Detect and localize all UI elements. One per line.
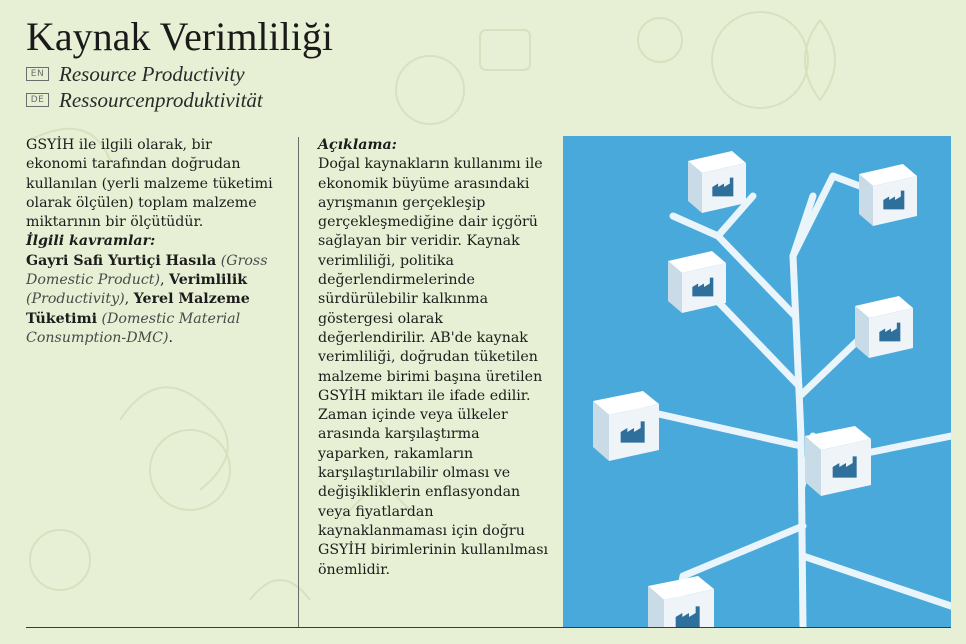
explanation-text: Doğal kaynakların kullanımı ile ekonomik büyüme arasındaki ayrışmanın gerçekleşip gerçekleşmediğine dair içgörü sağlayan bir veridir. Kaynak verimliliği, politika değerlendirmelerinde sürdürülebilir kalkınma göstergesi olarak değerlendirilir. AB'de kaynak verimliliği, doğrudan tüketilen malzeme birimi başına üretilen GSYİH miktarı ile ifade edilir. Zaman içinde veya ülkeler arasında karşılaştırma yaparken, rakamların karşılaştırılabilir olması ve değişikliklerin enflasyondan veya fiyatlardan kaynaklanmaması için doğru GSYİH birimlerinin kullanılması önemlidir. bbox=[318, 156, 549, 578]
related-item-tr: Gayri Safi Yurtiçi Hasıla bbox=[26, 252, 217, 269]
left-column bbox=[26, 136, 276, 348]
photo-illustration bbox=[563, 136, 951, 628]
related-item-separator: , bbox=[160, 272, 165, 289]
translation-en-text: Resource Productivity bbox=[59, 61, 245, 86]
language-code-en: EN bbox=[26, 67, 49, 81]
related-item-en: (Gross Domestic Product) bbox=[26, 252, 268, 289]
translation-de bbox=[26, 88, 263, 112]
translation-en bbox=[26, 62, 245, 86]
translation-de-text: Ressourcenproduktivität bbox=[59, 87, 263, 112]
related-item-separator: , bbox=[124, 291, 130, 308]
related-item-tr: Yerel Malzeme Tüketimi bbox=[26, 291, 250, 327]
related-item-tr: Verimlilik bbox=[169, 272, 248, 289]
related-item-en: (Productivity) bbox=[26, 291, 125, 308]
footer-rule bbox=[26, 627, 951, 628]
definition-text: GSYİH ile ilgili olarak, bir ekonomi tarafından doğrudan kullanılan (yerli malzeme tüketimi olarak ölçülen) toplam malzeme miktarının bir ölçütüdür. bbox=[26, 137, 273, 231]
explanation-heading: Açıklama: bbox=[318, 137, 397, 153]
column-divider bbox=[298, 137, 299, 627]
language-code-de: DE bbox=[26, 93, 49, 107]
related-concepts-heading: İlgili kavramlar: bbox=[26, 233, 156, 250]
related-item-separator: . bbox=[168, 329, 174, 346]
related-concepts-list bbox=[26, 252, 276, 348]
related-item-en: (Domestic Material Consumption-DMC) bbox=[26, 310, 241, 346]
network-cubes-photo bbox=[563, 136, 951, 628]
explanation-column bbox=[318, 136, 554, 580]
page-title: Kaynak Verimliliği bbox=[26, 14, 333, 59]
